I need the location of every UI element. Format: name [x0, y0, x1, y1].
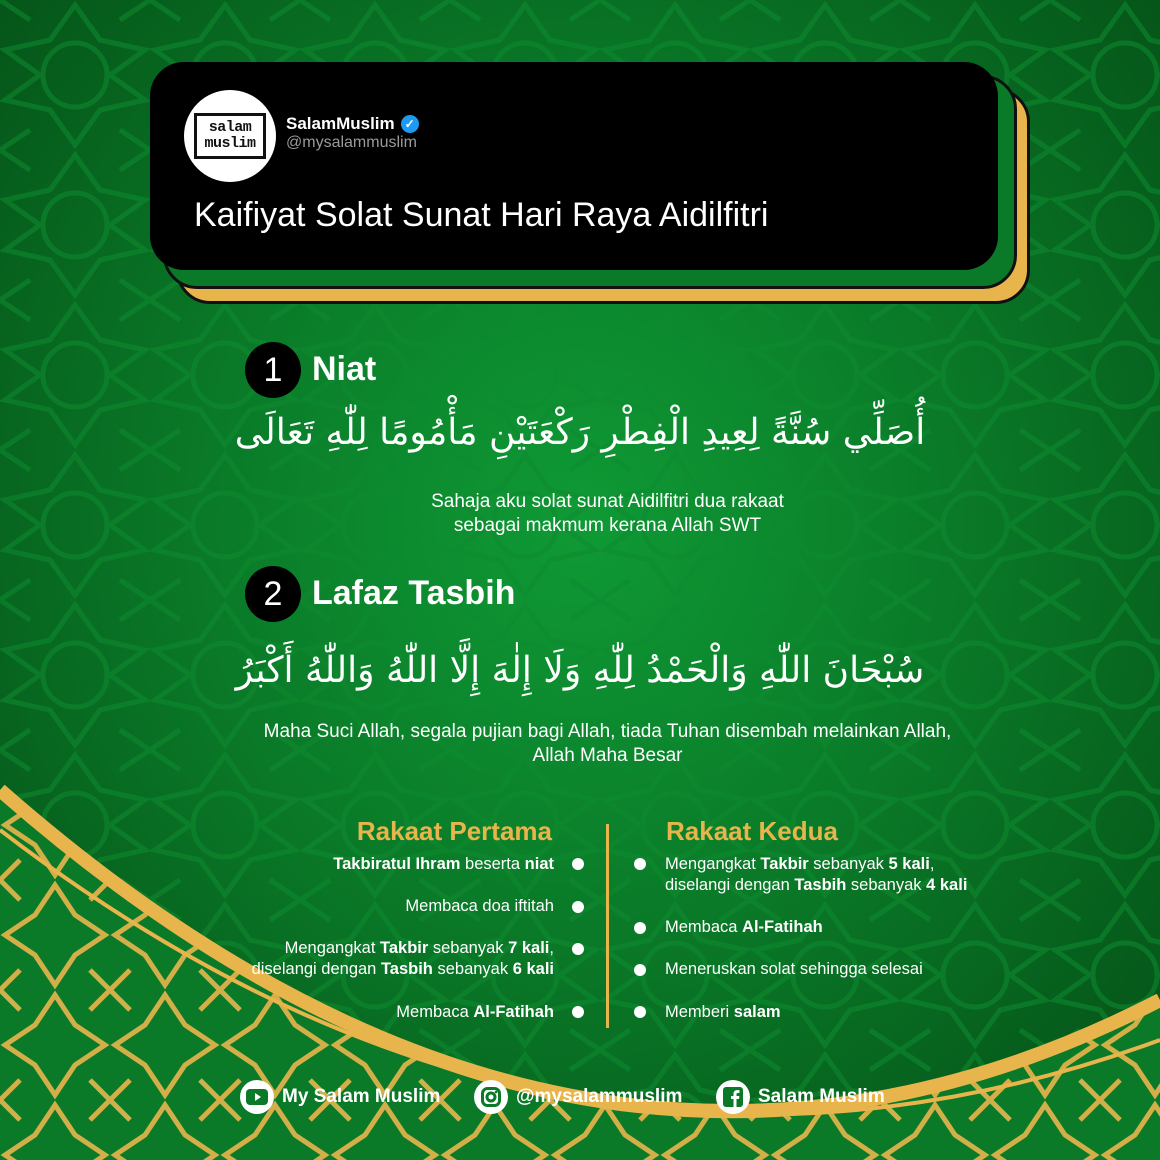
bullet-icon [572, 858, 584, 870]
kedua-item-1-text-a: Mengangkat [665, 855, 761, 873]
rakaat-kedua-title: Rakaat Kedua [666, 816, 838, 846]
account-name[interactable] [286, 114, 419, 134]
pertama-item-1-text: beserta [460, 855, 525, 873]
pertama-item-3 [252, 938, 554, 980]
instagram-icon [474, 1080, 508, 1114]
youtube-icon [240, 1080, 274, 1114]
pertama-item-3-text-e: , [549, 939, 554, 957]
youtube-link[interactable] [240, 1080, 440, 1114]
facebook-label: Salam Muslim [758, 1086, 885, 1107]
kedua-item-2 [665, 917, 823, 938]
logo-line-2: muslim [204, 135, 256, 152]
rakaat-pertama-title: Rakaat Pertama [356, 816, 552, 846]
pertama-item-3-line2-b: Tasbih [380, 960, 433, 978]
pertama-item-3-line2-d: 6 kali [512, 960, 554, 978]
bullet-icon [634, 922, 646, 934]
kedua-item-1-line2-b: Tasbih [794, 876, 847, 894]
tasbih-arabic: سُبْحَانَ اللّٰهِ وَالْحَمْدُ لِلّٰهِ وَلَا إِلٰهَ إِلَّا اللّٰهُ وَاللّٰهُ أَكْبَرُ [235, 650, 925, 691]
facebook-icon [716, 1080, 750, 1114]
bullet-icon [572, 943, 584, 955]
kedua-item-2-text: Membaca [665, 918, 743, 936]
salammuslim-logo [194, 113, 266, 159]
section-1-title: Niat [312, 350, 377, 388]
kedua-item-1 [665, 854, 967, 896]
pertama-item-4-bold: Al-Fatihah [473, 1003, 554, 1021]
account-handle[interactable]: @mysalammuslim [286, 134, 417, 151]
instagram-link[interactable] [474, 1080, 682, 1114]
kedua-item-4 [665, 1002, 781, 1023]
pertama-item-1-bold-c: niat [524, 855, 554, 873]
niat-translation [0, 490, 1160, 538]
section-1-number: 1 [245, 342, 301, 398]
bullet-icon [634, 858, 646, 870]
tweet-card [150, 62, 998, 270]
kedua-item-4-text: Memberi [665, 1003, 734, 1021]
logo-line-1: salam [208, 119, 252, 136]
pertama-item-3-line2-c: sebanyak [432, 960, 513, 978]
bullet-icon [634, 1006, 646, 1018]
tweet-text: Kaifiyat Solat Sunat Hari Raya Aidilfitri [194, 196, 769, 234]
kedua-item-1-line2-c: sebanyak [846, 876, 927, 894]
tasbih-translation-line-2: Allah Maha Besar [532, 745, 683, 766]
avatar[interactable] [184, 90, 276, 182]
niat-translation-line-1: Sahaja aku solat sunat Aidilfitri dua rakaat [431, 491, 784, 512]
bullet-icon [634, 964, 646, 976]
pertama-item-3-text-a: Mengangkat [284, 939, 380, 957]
pertama-item-1 [333, 854, 554, 875]
niat-translation-line-2: sebagai makmum kerana Allah SWT [453, 515, 762, 536]
pertama-item-3-text-c: sebanyak [428, 939, 509, 957]
pertama-item-2-text: Membaca doa iftitah [405, 897, 554, 915]
tasbih-translation-line-1: Maha Suci Allah, segala pujian bagi Allah, tiada Tuhan disembah melainkan Allah, [263, 721, 952, 742]
pertama-item-3-line2-a: diselangi dengan [251, 960, 381, 978]
kedua-item-3 [665, 959, 923, 980]
pertama-item-3-bold-b: Takbir [380, 939, 429, 957]
kedua-item-2-bold: Al-Fatihah [742, 918, 823, 936]
pertama-item-4 [396, 1002, 554, 1023]
section-2-number: 2 [245, 566, 301, 622]
bullet-icon [572, 1006, 584, 1018]
instagram-label: @mysalammuslim [516, 1086, 683, 1107]
kedua-item-1-line2-d: 4 kali [926, 876, 968, 894]
bullet-icon [572, 901, 584, 913]
kedua-item-1-line2-a: diselangi dengan [665, 876, 795, 894]
kedua-item-4-bold: salam [733, 1003, 781, 1021]
column-divider [606, 824, 609, 1028]
pertama-item-2 [405, 896, 554, 917]
facebook-link[interactable] [716, 1080, 885, 1114]
kedua-item-1-text-e: , [929, 855, 935, 873]
pertama-item-1-bold-a: Takbiratul Ihram [333, 855, 461, 873]
youtube-label: My Salam Muslim [282, 1086, 441, 1107]
kedua-item-3-text: Meneruskan solat sehingga selesai [665, 960, 923, 978]
niat-arabic: أُصَلِّي سُنَّةً لِعِيدِ الْفِطْرِ رَكْعَتَيْنِ مَأْمُومًا لِلّٰهِ تَعَالَى [234, 412, 926, 453]
pertama-item-4-text: Membaca [396, 1003, 474, 1021]
kedua-item-1-text-c: sebanyak [808, 855, 889, 873]
verified-badge-icon: ✓ [401, 115, 419, 133]
kedua-item-1-bold-b: Takbir [760, 855, 809, 873]
kedua-item-1-bold-d: 5 kali [888, 855, 930, 873]
section-2-title: Lafaz Tasbih [312, 574, 516, 612]
tasbih-translation [0, 720, 1160, 768]
account-name-text: SalamMuslim [286, 114, 395, 133]
pertama-item-3-bold-d: 7 kali [508, 939, 550, 957]
